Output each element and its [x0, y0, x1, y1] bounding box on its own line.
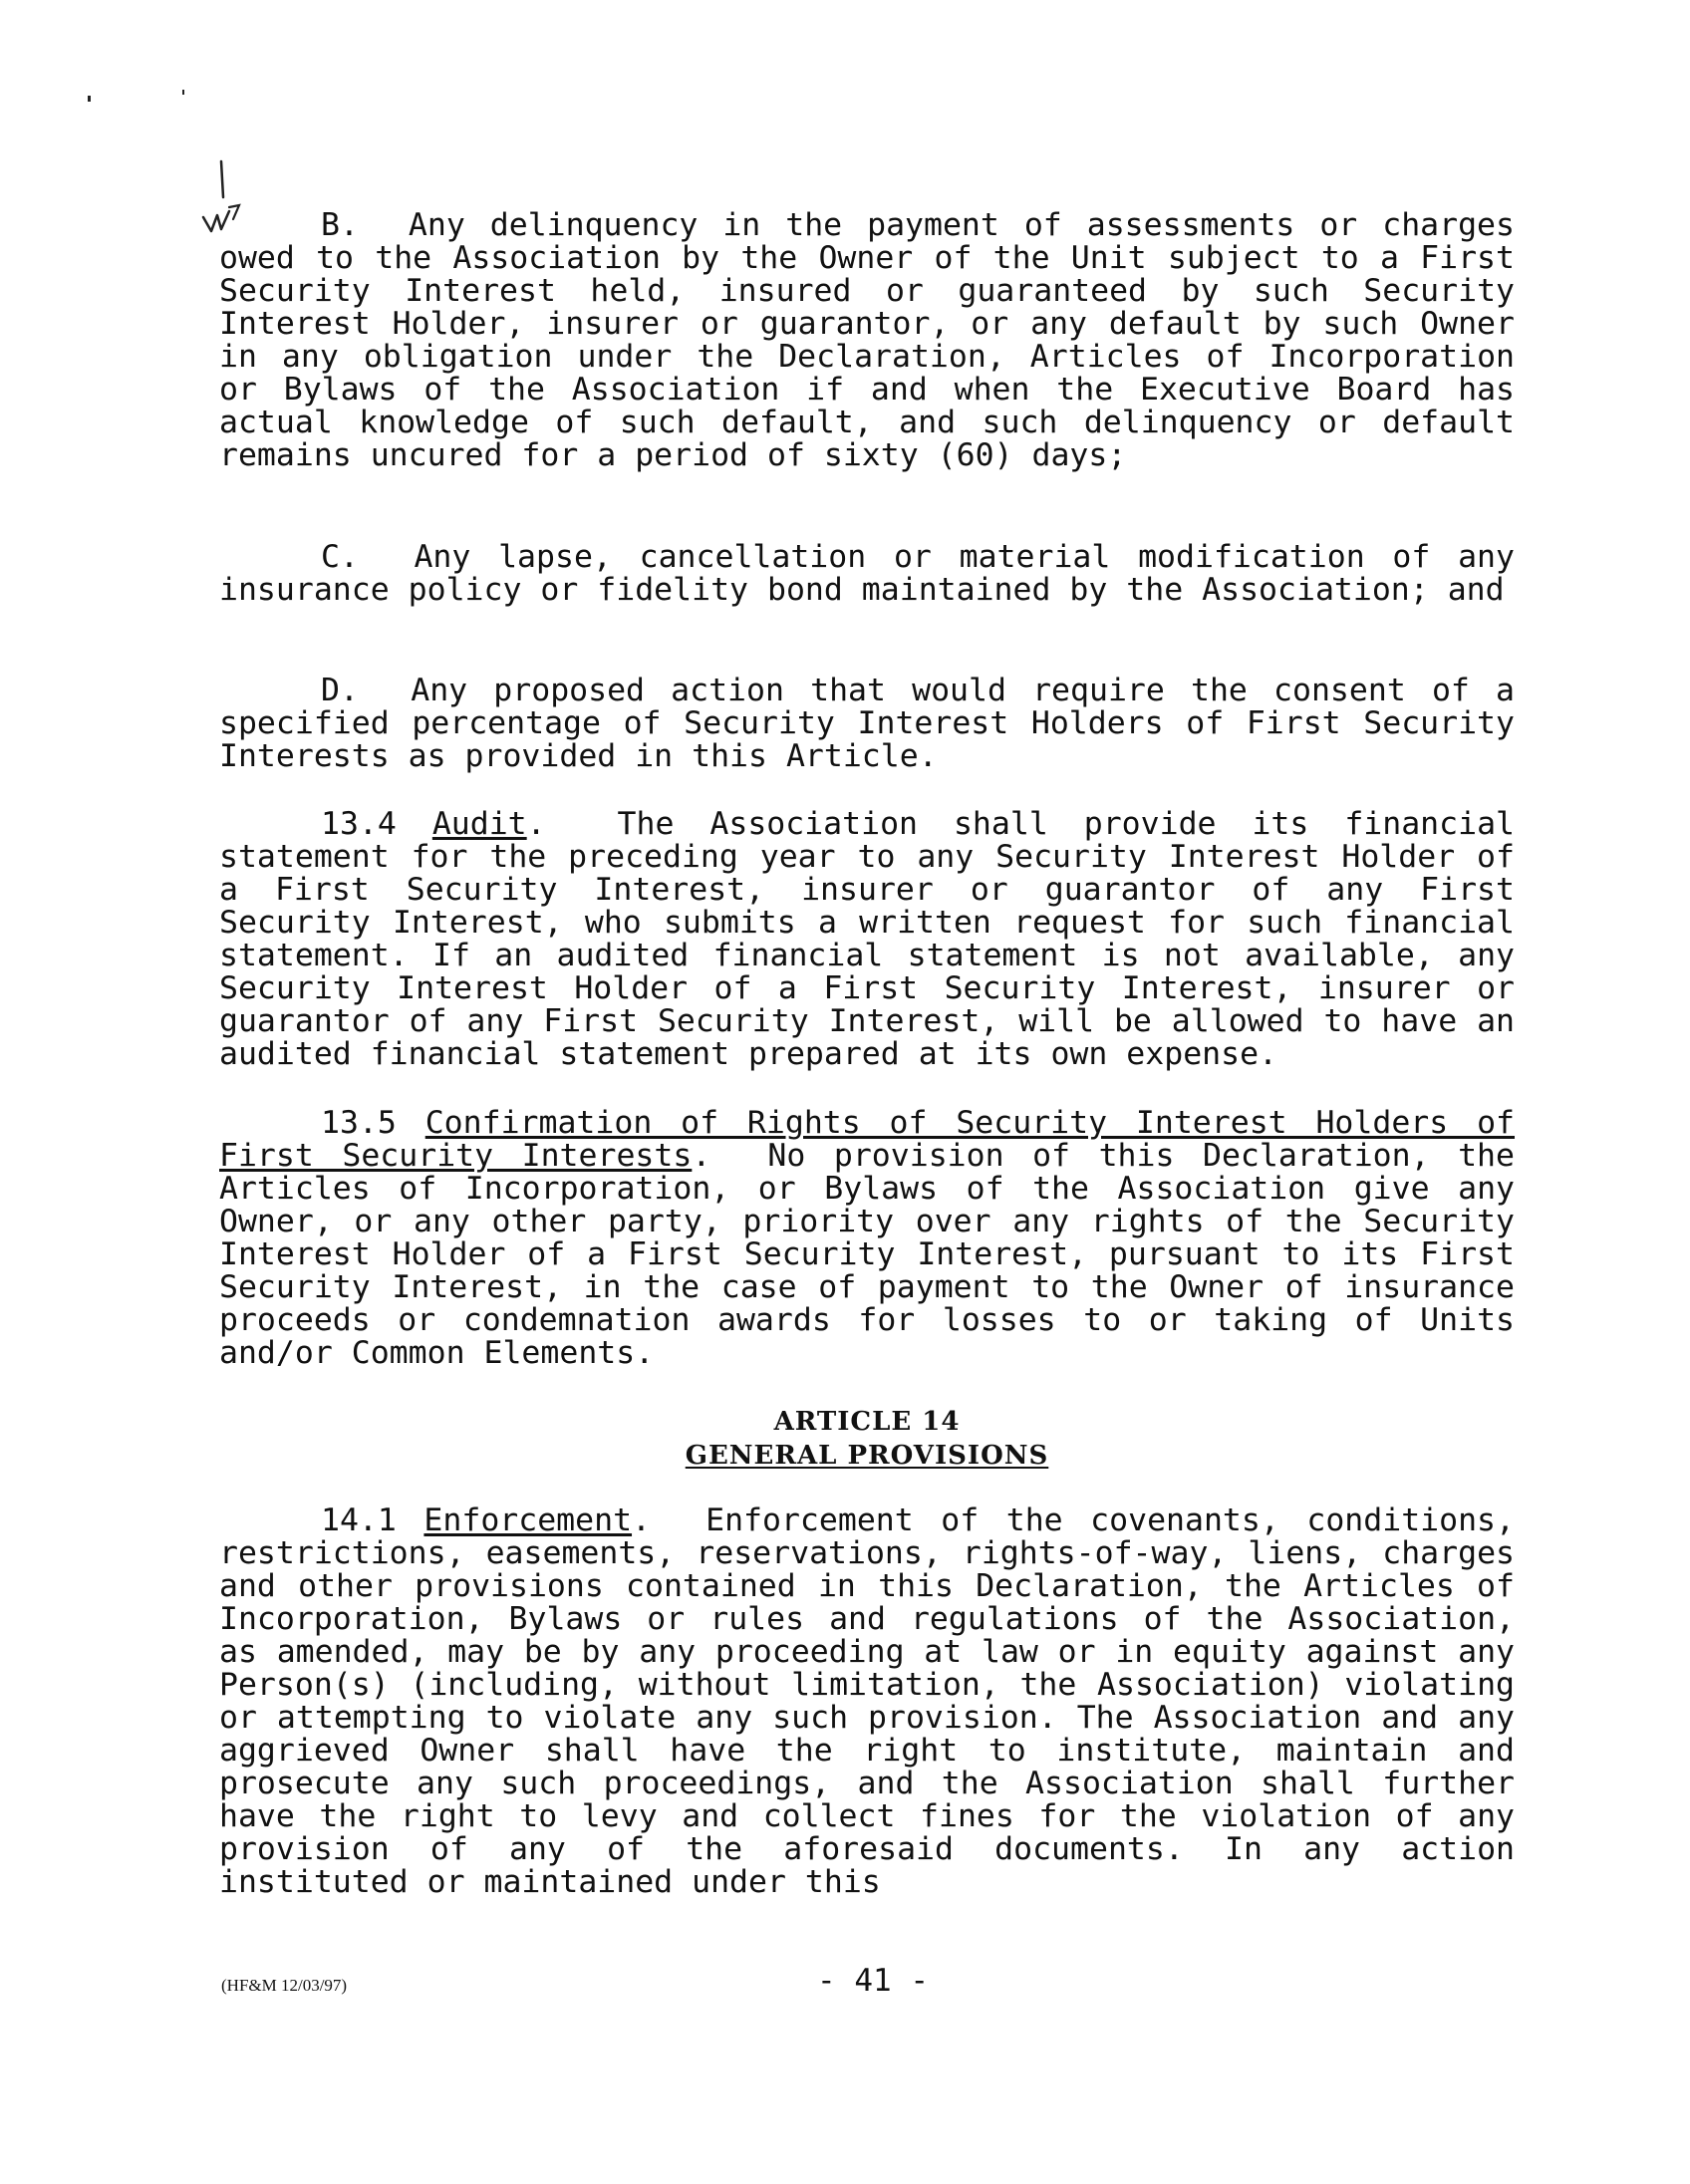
- scan-speck: [88, 96, 91, 102]
- section-title: Audit: [431, 806, 527, 842]
- article-number: ARTICLE 14: [773, 1407, 961, 1437]
- section-title: Enforcement: [423, 1502, 633, 1538]
- section-13-4: 13.4 Audit. The Association shall provide its financial statement for the preceding year to any Security Interest Holder of a First Security Interest, insurer or guarantor of any First Security Interest, who submits a written request for such financial statement. If an audited financial statement is not available, any Security Interest Holder of a First Security Interest, insurer or guarantor of any First Security Interest, will be allowed to have an audited financial statement prepared at its own expense.: [219, 806, 1515, 1072]
- section-13-5: 13.5 Confirmation of Rights of Security Interest Holders of First Security Interests. No provision of this Declaration, the Articles of Incorporation, or Bylaws of the Association give any Owner, or any other party, priority over any rights of the Security Interest Holder of a First Security Interest, pursuant to its First Security Interest, in the case of payment to the Owner of insurance proceeds or condemnation awards for losses to or taking of Units and/or Common Elements.: [219, 1105, 1516, 1371]
- section-number: 13.5: [321, 1105, 397, 1141]
- document-code: (HF&M 12/03/97): [221, 1976, 348, 1995]
- section-number: 13.4: [321, 806, 397, 842]
- paragraph-c: [219, 541, 1515, 607]
- paragraph-d: [219, 675, 1515, 773]
- section-number: 14.1: [321, 1502, 397, 1538]
- paragraph-label: B.: [321, 207, 359, 243]
- paragraph-label: C.: [321, 539, 359, 575]
- paragraph-text: Any lapse, cancellation or material modification of any insurance policy or fidelity bond maintained by the Association; and: [219, 539, 1515, 608]
- paragraph-text: Any delinquency in the payment of assessments or charges owed to the Association by the Owner of the Unit subject to a First Security Interest held, insured or guaranteed by such Security Interest Holder, insurer or guarantor, or any default by such Owner in any obligation under the Declaration, Articles of Incorporation or Bylaws of the Association if and when the Executive Board has actual knowledge of such default, and such delinquency or default remains uncured for a period of sixty (60) days;: [219, 207, 1515, 473]
- section-14-1: 14.1 Enforcement. Enforcement of the covenants, conditions, restrictions, easements, reservations, rights-of-way, liens, charges and other provisions contained in this Declaration, the Articles of Incorporation, Bylaws or rules and regulations of the Association, as amended, may be by any proceeding at law or in equity against any Person(s) (including, without limitation, the Association) violating or attempting to violate any such provision. The Association and any aggrieved Owner shall have the right to institute, maintain and prosecute any such proceedings, and the Association shall further have the right to levy and collect fines for the violation of any provision of any of the aforesaid documents. In any action instituted or maintained under this: [219, 1502, 1515, 1900]
- article-heading: [219, 1405, 1515, 1473]
- section-title: Confirmation of Rights of Security Interest Holders of First Security Interests: [219, 1105, 1516, 1174]
- paragraph-text: Any proposed action that would require the consent of a specified percentage of Security Interest Holders of First Security Interests as provided in this Article.: [219, 673, 1515, 774]
- article-title: GENERAL PROVISIONS: [685, 1441, 1049, 1471]
- section-text: Enforcement of the covenants, conditions, restrictions, easements, reservations, rights-of-way, liens, charges and other provisions contained in this Declaration, the Articles of Incorporation, Bylaws or rules and regulations of the Association, as amended, may be by any proceeding at law or in equity against any Person(s) (including, without limitation, the Association) violating or attempting to violate any such provision. The Association and any aggrieved Owner shall have the right to institute, maintain and prosecute any such proceedings, and the Association shall further have the right to levy and collect fines for the violation of any provision of any of the aforesaid documents. In any action instituted or maintained under this: [219, 1502, 1515, 1900]
- paragraph-b: [219, 209, 1515, 472]
- scan-speck: [182, 90, 184, 95]
- section-text: The Association shall provide its financial statement for the preceding year to any Security Interest Holder of a First Security Interest, insurer or guarantor of any First Security Interest, who submits a written request for such financial statement. If an audited financial statement is not available, any Security Interest Holder of a First Security Interest, insurer or guarantor of any First Security Interest, will be allowed to have an audited financial statement prepared at its own expense.: [219, 806, 1515, 1072]
- section-text: No provision of this Declaration, the Articles of Incorporation, or Bylaws of the Association give any Owner, or any other party, priority over any rights of the Security Interest Holder of a First Security Interest, pursuant to its First Security Interest, in the case of payment to the Owner of insurance proceeds or condemnation awards for losses to or taking of Units and/or Common Elements.: [219, 1138, 1515, 1371]
- paragraph-label: D.: [321, 673, 359, 708]
- page-number: - 41 -: [817, 1963, 929, 1999]
